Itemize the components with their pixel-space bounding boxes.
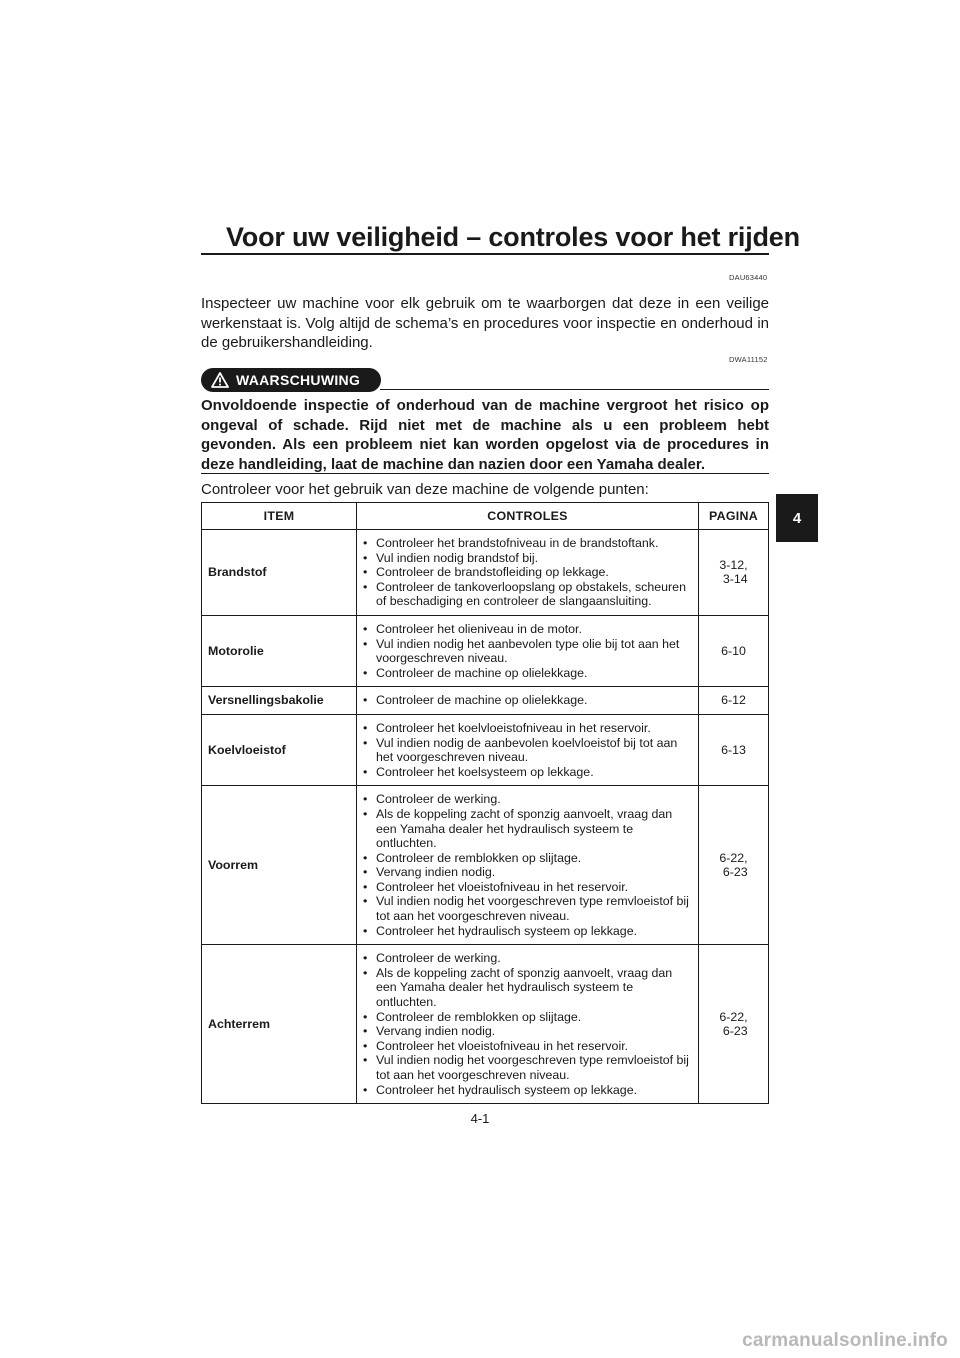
row-checks bbox=[357, 687, 699, 715]
check-item: • Als de koppeling zacht of sponzig aanvoelt, vraag dan een Yamaha dealer het hydraulisch systeem te ontluchten. bbox=[363, 966, 692, 1010]
check-item: • Vul indien nodig het voorgeschreven type remvloeistof bij tot aan het voorgeschreven niveau. bbox=[363, 1053, 692, 1082]
row-page-reference bbox=[699, 687, 769, 715]
watermark: carmanualsonline.info bbox=[742, 1330, 948, 1351]
checks-list bbox=[363, 622, 692, 680]
page-reference-group bbox=[721, 693, 746, 708]
checks-list bbox=[363, 721, 692, 779]
check-item: • Controleer de remblokken op slijtage. bbox=[363, 851, 692, 866]
reference-code: DAU63440 bbox=[729, 273, 768, 282]
page-reference: 6-22, bbox=[719, 1009, 748, 1024]
check-item: • Controleer het vloeistofniveau in het reservoir. bbox=[363, 880, 692, 895]
check-item: • Controleer de tankoverloopslang op obstakels, scheuren of beschadiging en controleer de slangaansluiting. bbox=[363, 580, 692, 609]
warning-reference-code: DWA11152 bbox=[729, 355, 768, 364]
row-item-name: Achterrem bbox=[202, 945, 357, 1104]
table-row bbox=[202, 530, 769, 616]
table-row bbox=[202, 786, 769, 945]
page-title: Voor uw veiligheid – controles voor het rijden bbox=[226, 222, 800, 252]
page-number: 4-1 bbox=[470, 1111, 490, 1126]
check-item: • Controleer de brandstofleiding op lekkage. bbox=[363, 565, 692, 580]
check-item: • Controleer het hydraulisch systeem op lekkage. bbox=[363, 1083, 692, 1098]
check-item: • Controleer het olieniveau in de motor. bbox=[363, 622, 692, 637]
row-page-reference bbox=[699, 714, 769, 785]
check-item: • Controleer de remblokken op slijtage. bbox=[363, 1010, 692, 1025]
page-reference-group bbox=[721, 644, 746, 659]
page-reference-group bbox=[719, 558, 747, 587]
check-item: • Controleer de machine op olielekkage. bbox=[363, 666, 692, 681]
checks-list bbox=[363, 693, 692, 708]
check-item: • Vervang indien nodig. bbox=[363, 865, 692, 880]
page-reference: 6-12 bbox=[721, 693, 746, 708]
page-reference: 3-12, bbox=[719, 557, 748, 572]
row-item-name: Voorrem bbox=[202, 786, 357, 945]
row-page-reference bbox=[699, 945, 769, 1104]
row-page-reference bbox=[699, 530, 769, 616]
check-item: • Vul indien nodig brandstof bij. bbox=[363, 551, 692, 566]
header-item: ITEM bbox=[202, 503, 357, 530]
row-checks bbox=[357, 714, 699, 785]
pre-ride-checklist-table bbox=[201, 502, 769, 1104]
row-checks bbox=[357, 786, 699, 945]
check-item: • Controleer het vloeistofniveau in het reservoir. bbox=[363, 1039, 692, 1054]
check-item: • Vul indien nodig het aanbevolen type olie bij tot aan het voorgeschreven niveau. bbox=[363, 637, 692, 666]
check-item: • Controleer de machine op olielekkage. bbox=[363, 693, 692, 708]
check-item: • Controleer de werking. bbox=[363, 792, 692, 807]
row-item-name: Versnellingsbakolie bbox=[202, 687, 357, 715]
warning-rule-top bbox=[380, 389, 769, 390]
checks-list bbox=[363, 536, 692, 609]
row-page-reference bbox=[699, 615, 769, 686]
warning-triangle-icon bbox=[211, 372, 229, 388]
check-item: • Controleer het koelsysteem op lekkage. bbox=[363, 765, 692, 780]
row-checks bbox=[357, 530, 699, 616]
table-row bbox=[202, 687, 769, 715]
table-header-row bbox=[202, 503, 769, 530]
checks-list bbox=[363, 951, 692, 1097]
check-item: • Controleer het koelvloeistofniveau in het reservoir. bbox=[363, 721, 692, 736]
page-reference-group bbox=[719, 851, 747, 880]
page-reference-group bbox=[719, 1010, 747, 1039]
warning-badge bbox=[201, 368, 381, 392]
table-row bbox=[202, 714, 769, 785]
check-item: • Controleer het hydraulisch systeem op lekkage. bbox=[363, 924, 692, 939]
check-item: • Vul indien nodig de aanbevolen koelvloeistof bij tot aan het voorgeschreven niveau. bbox=[363, 736, 692, 765]
warning-rule-bottom bbox=[201, 473, 769, 474]
title-rule bbox=[201, 253, 769, 255]
check-item: • Controleer de werking. bbox=[363, 951, 692, 966]
checklist-intro: Controleer voor het gebruik van deze machine de volgende punten: bbox=[201, 481, 649, 498]
checks-list bbox=[363, 792, 692, 938]
header-page: PAGINA bbox=[699, 503, 769, 530]
table-row bbox=[202, 615, 769, 686]
page-reference: 6-23 bbox=[722, 865, 748, 880]
row-item-name: Brandstof bbox=[202, 530, 357, 616]
header-checks: CONTROLES bbox=[357, 503, 699, 530]
row-checks bbox=[357, 615, 699, 686]
warning-text: Onvoldoende inspectie of onderhoud van de machine vergroot het risico op ongeval of schade. Rijd niet met de machine als u een probleem hebt gevonden. Als een probleem niet kan worden opgelost via de procedures in deze handleiding, laat de machine dan nazien door een Yamaha dealer. bbox=[201, 397, 769, 473]
intro-paragraph: Inspecteer uw machine voor elk gebruik om te waarborgen dat deze in een veilige werkenstaat is. Volg altijd de schema’s en procedures voor inspectie en onderhoud in de gebruikershandleiding. bbox=[201, 295, 769, 351]
page-reference: 3-14 bbox=[722, 572, 748, 587]
page-reference: 6-22, bbox=[719, 850, 748, 865]
check-item: • Als de koppeling zacht of sponzig aanvoelt, vraag dan een Yamaha dealer het hydraulisch systeem te ontluchten. bbox=[363, 807, 692, 851]
page-reference: 6-13 bbox=[721, 742, 746, 757]
page-reference-group bbox=[721, 743, 746, 758]
row-item-name: Koelvloeistof bbox=[202, 714, 357, 785]
check-item: • Vervang indien nodig. bbox=[363, 1024, 692, 1039]
row-page-reference bbox=[699, 786, 769, 945]
page-reference: 6-10 bbox=[721, 643, 746, 658]
table-row bbox=[202, 945, 769, 1104]
warning-label: WAARSCHUWING bbox=[236, 372, 361, 388]
check-item: • Controleer het brandstofniveau in de brandstoftank. bbox=[363, 536, 692, 551]
chapter-tab: 4 bbox=[776, 494, 818, 542]
page-reference: 6-23 bbox=[722, 1024, 748, 1039]
row-checks bbox=[357, 945, 699, 1104]
check-item: • Vul indien nodig het voorgeschreven type remvloeistof bij tot aan het voorgeschreven niveau. bbox=[363, 894, 692, 923]
row-item-name: Motorolie bbox=[202, 615, 357, 686]
